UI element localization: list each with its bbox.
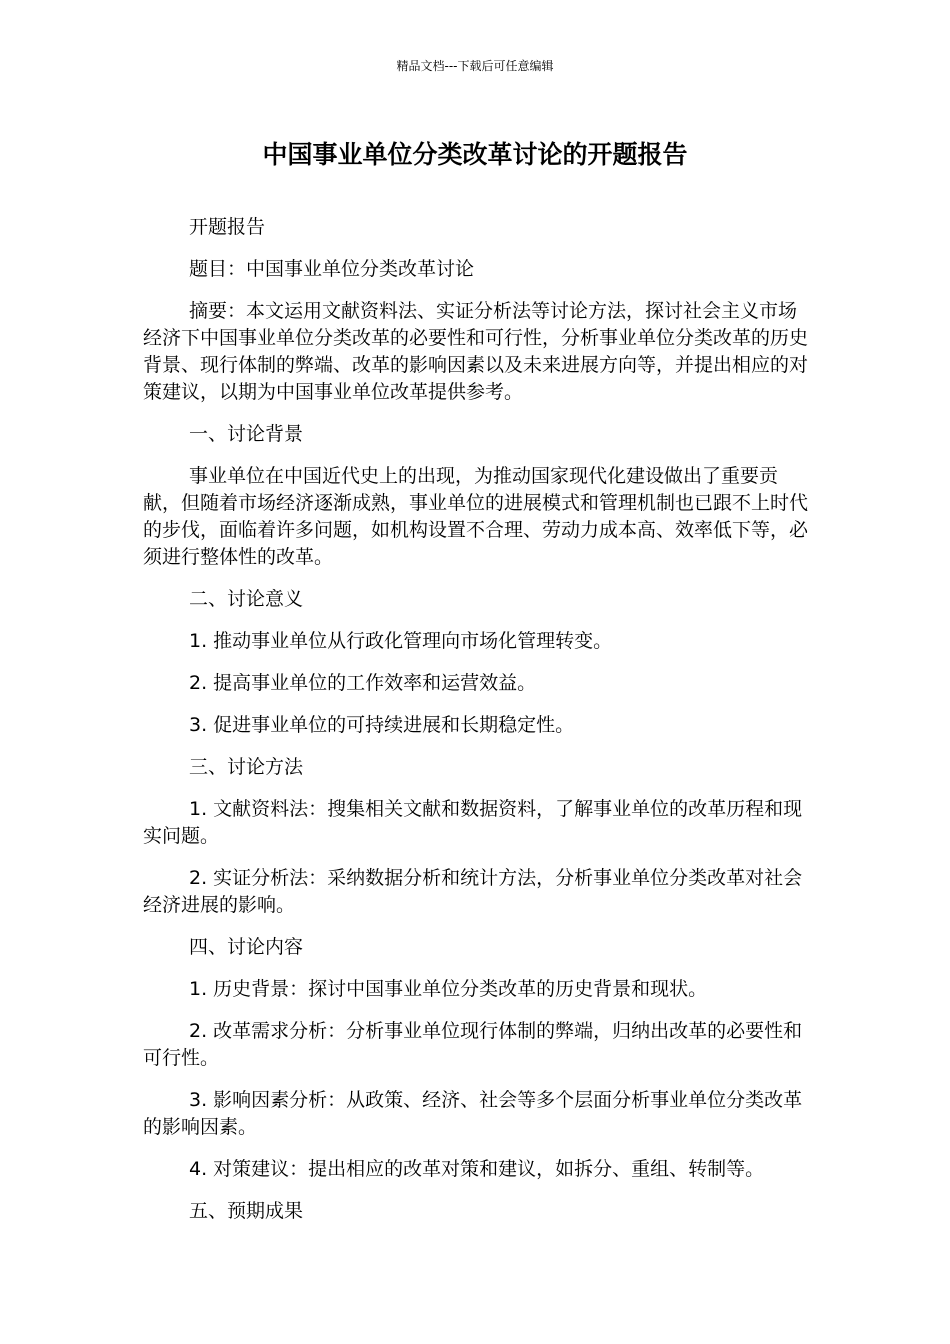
- list-item: 1. 历史背景：探讨中国事业单位分类改革的历史背景和现状。: [189, 978, 708, 1000]
- list-item: 3. 影响因素分析：从政策、经济、社会等多个层面分析事业单位分类改革的影响因素。: [143, 1089, 803, 1138]
- section-heading-significance: 二、讨论意义: [189, 588, 304, 610]
- list-item: 2. 提高事业单位的工作效率和运营效益。: [189, 672, 537, 694]
- header-note: 精品文档---下载后可任意编辑: [396, 59, 554, 73]
- background-paragraph: 事业单位在中国近代史上的出现，为推动国家现代化建设做出了重要贡献，但随着市场经济逐渐成熟，事业单位的进展模式和管理机制也已跟不上时代的步伐，面临着许多问题，如机构设置不合理、劳动力成本高、效率低下等，必须进行整体性的改革。: [143, 465, 809, 568]
- section-heading-background: 一、讨论背景: [189, 423, 304, 445]
- list-item: 1. 文献资料法：搜集相关文献和数据资料，了解事业单位的改革历程和现实问题。: [143, 798, 803, 847]
- document-title: 中国事业单位分类改革讨论的开题报告: [262, 140, 688, 169]
- section-heading-outcomes: 五、预期成果: [189, 1200, 304, 1222]
- topic-line: 题目：中国事业单位分类改革讨论: [189, 258, 475, 280]
- abstract-paragraph: 摘要：本文运用文献资料法、实证分析法等讨论方法，探讨社会主义市场经济下中国事业单位分类改革的必要性和可行性，分析事业单位分类改革的历史背景、现行体制的弊端、改革的影响因素以及未来进展方向等，并提出相应的对策建议，以期为中国事业单位改革提供参考。: [143, 300, 809, 403]
- list-item: 1. 推动事业单位从行政化管理向市场化管理转变。: [189, 630, 613, 652]
- list-item: 4. 对策建议：提出相应的改革对策和建议，如拆分、重组、转制等。: [189, 1158, 765, 1180]
- section-heading-content: 四、讨论内容: [189, 936, 304, 958]
- list-item: 2. 改革需求分析：分析事业单位现行体制的弊端，归纳出改革的必要性和可行性。: [143, 1020, 803, 1069]
- report-label: 开题报告: [189, 216, 266, 238]
- list-item: 2. 实证分析法：采纳数据分析和统计方法，分析事业单位分类改革对社会经济进展的影响。: [143, 867, 803, 916]
- document-body: [143, 214, 815, 1240]
- section-heading-methods: 三、讨论方法: [189, 756, 304, 778]
- list-item: 3. 促进事业单位的可持续进展和长期稳定性。: [189, 714, 575, 736]
